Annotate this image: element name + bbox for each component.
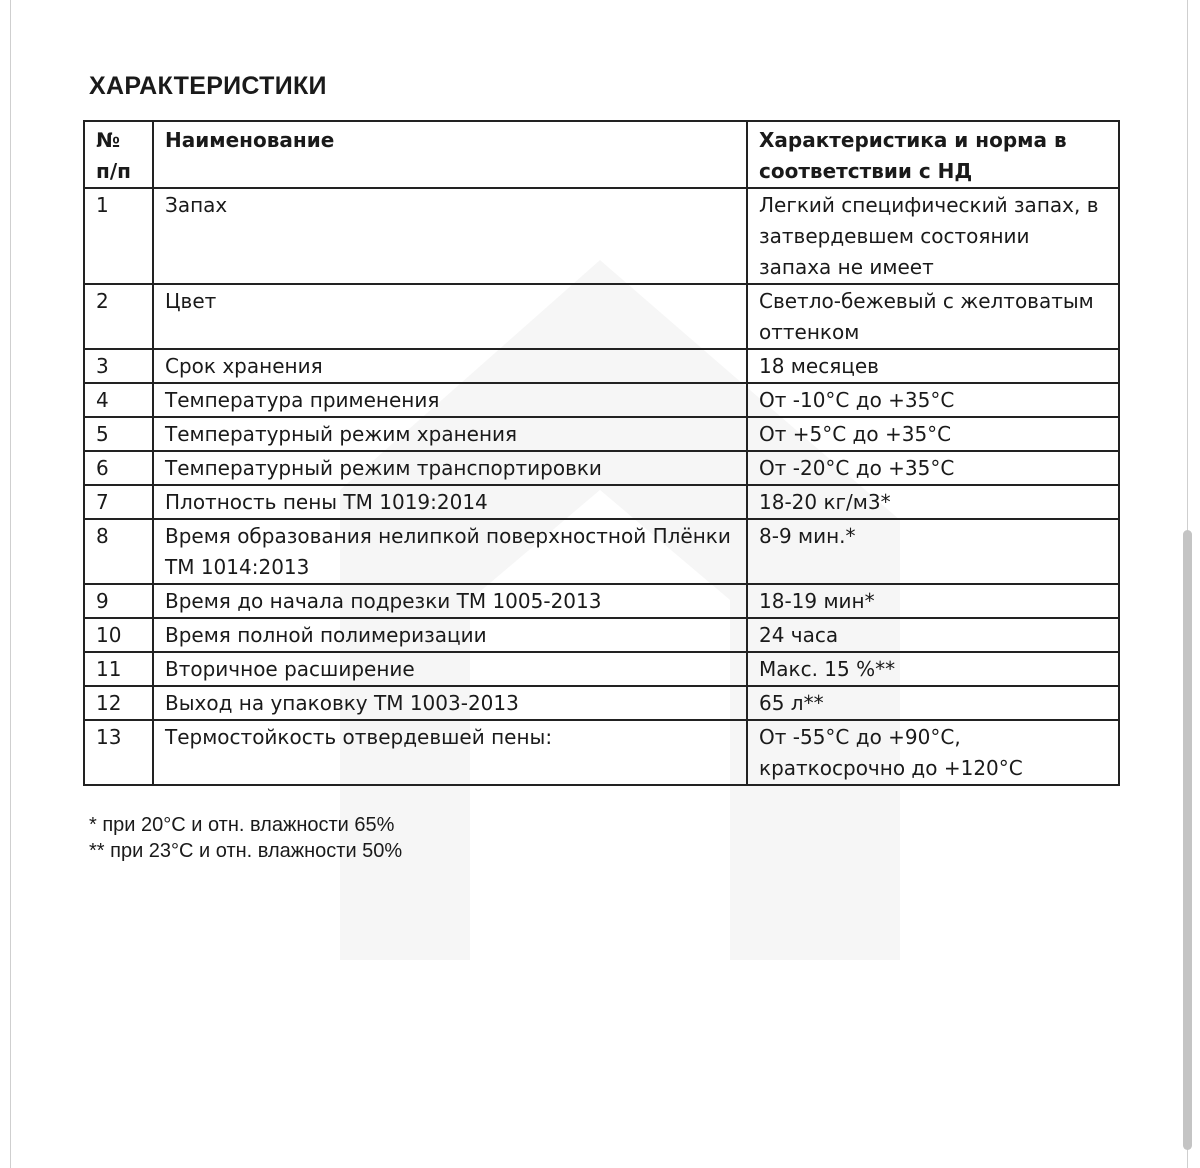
row-name: Запах (153, 188, 747, 284)
row-num: 4 (84, 383, 153, 417)
footnote-one-star: * при 20°С и отн. влажности 65% (89, 814, 395, 836)
row-num: 5 (84, 417, 153, 451)
row-name: Плотность пены ТМ 1019:2014 (153, 485, 747, 519)
row-num: 9 (84, 584, 153, 618)
row-value: От -20°С до +35°С (747, 451, 1119, 485)
row-num: 1 (84, 188, 153, 284)
row-name: Срок хранения (153, 349, 747, 383)
row-value: Светло-бежевый с желтоватым оттенком (747, 284, 1119, 349)
row-name: Цвет (153, 284, 747, 349)
row-num: 6 (84, 451, 153, 485)
row-value: 65 л** (747, 686, 1119, 720)
row-name: Время до начала подрезки ТМ 1005-2013 (153, 584, 747, 618)
row-value: От -10°С до +35°С (747, 383, 1119, 417)
table-row (84, 652, 1119, 686)
row-num: 12 (84, 686, 153, 720)
footnote-two-star: ** при 23°С и отн. влажности 50% (89, 840, 403, 862)
page-title: ХАРАКТЕРИСТИКИ (89, 72, 327, 100)
table-row (84, 349, 1119, 383)
row-value: 18 месяцев (747, 349, 1119, 383)
table-row (84, 720, 1119, 785)
table-header-row (84, 121, 1119, 188)
row-name: Время полной полимеризации (153, 618, 747, 652)
row-num: 13 (84, 720, 153, 785)
row-value: Макс. 15 %** (747, 652, 1119, 686)
table-row (84, 188, 1119, 284)
table-row (84, 485, 1119, 519)
row-name: Термостойкость отвердевшей пены: (153, 720, 747, 785)
table-row (84, 451, 1119, 485)
row-num: 11 (84, 652, 153, 686)
row-value: 8-9 мин.* (747, 519, 1119, 584)
table-row (84, 584, 1119, 618)
row-name: Выход на упаковку ТМ 1003-2013 (153, 686, 747, 720)
row-value: От +5°С до +35°С (747, 417, 1119, 451)
table-row (84, 284, 1119, 349)
header-value: Характеристика и норма в соответствии с НД (747, 121, 1119, 188)
header-name: Наименование (153, 121, 747, 188)
scrollbar-thumb[interactable] (1183, 530, 1192, 1150)
table-row (84, 686, 1119, 720)
row-name: Время образования нелипкой поверхностной Плёнки ТМ 1014:2013 (153, 519, 747, 584)
row-value: 24 часа (747, 618, 1119, 652)
row-num: 7 (84, 485, 153, 519)
table-row (84, 618, 1119, 652)
row-value: 18-20 кг/м3* (747, 485, 1119, 519)
row-value: От -55°С до +90°С, краткосрочно до +120°С (747, 720, 1119, 785)
row-value: Легкий специфический запах, в затвердевшем состоянии запаха не имеет (747, 188, 1119, 284)
row-num: 3 (84, 349, 153, 383)
characteristics-table (83, 120, 1120, 786)
row-num: 10 (84, 618, 153, 652)
footnotes (89, 812, 402, 864)
row-name: Вторичное расширение (153, 652, 747, 686)
table-row (84, 417, 1119, 451)
row-value: 18-19 мин* (747, 584, 1119, 618)
table-row (84, 383, 1119, 417)
row-name: Температура применения (153, 383, 747, 417)
table-row (84, 519, 1119, 584)
row-name: Температурный режим транспортировки (153, 451, 747, 485)
row-num: 2 (84, 284, 153, 349)
row-name: Температурный режим хранения (153, 417, 747, 451)
row-num: 8 (84, 519, 153, 584)
header-num: № п/п (84, 121, 153, 188)
